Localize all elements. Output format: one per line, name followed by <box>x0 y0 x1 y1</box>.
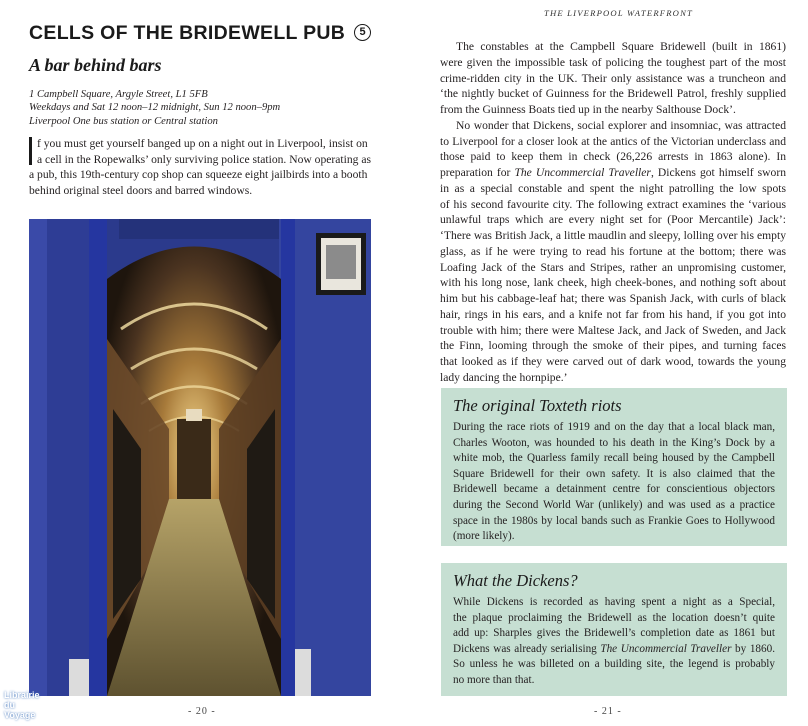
body-line: hair, rings in his ears, and a knife not far from his hand, if you got into <box>440 307 786 321</box>
body-line: ‘the nightly bucket of Guinness for the Bridewell Patrol, freshly supplied <box>440 87 786 101</box>
address-line: 1 Campbell Square, Argyle Street, L1 5FB <box>29 89 208 100</box>
box-line: Bridewell became a detainment centre for conscientious objectors <box>453 483 775 496</box>
page-subtitle: A bar behind bars <box>29 55 162 75</box>
running-head: THE LIVERPOOL WATERFRONT <box>544 8 693 18</box>
body-line: No wonder that Dickens, social explorer and insomniac, was attracted <box>456 118 786 132</box>
corridor-illustration <box>29 219 371 696</box>
transport-line: Liverpool One bus station or Central station <box>29 115 218 127</box>
intro-line: behind original steel doors and barred windows. <box>29 184 253 198</box>
body-line: of his second favourite city. The following extract examines the ‘various <box>440 197 786 211</box>
body-line: ‘There was British Jack, a little maudlin and sleepy, lolling over his empty <box>440 229 786 242</box>
body-line: that looked as if they were carved out of dark wood, towards the young <box>440 355 786 368</box>
body-line: Loafing Jack of the Stars and Stripes, rather an unpromising customer, <box>440 260 786 274</box>
page-title: CELLS OF THE BRIDEWELL PUB <box>29 22 346 44</box>
intro-line: f you must get yourself banged up on a night out in Liverpool, insist on <box>37 137 368 150</box>
box-line: the plaque proclaiming the Bridewell as the location doesn’t quite <box>453 611 775 624</box>
opening-hours-line: Weekdays and Sat 12 noon–12 midnight, Sun 12 noon–9pm <box>29 102 281 114</box>
body-line: glass, as if he were trying to read his fortune at the bottom; there was <box>440 244 786 258</box>
right-page <box>404 0 808 726</box>
box-line: Square Bridewell for their own safety. It is also claimed that the <box>453 467 775 480</box>
box-line: Dickens was already serialising The Uncommercial Traveller by 1860. <box>453 642 775 655</box>
sidebar-box-toxteth-riots <box>441 388 787 546</box>
box-line: Charles Wooton, was hounded to his death in the King’s Dock by a <box>453 436 775 449</box>
box-heading: The original Toxteth riots <box>453 396 622 415</box>
body-line: those paid to keep them in check (26,226 arrests in 1863 alone). In <box>440 150 786 164</box>
entry-number-badge: 5 <box>354 24 371 41</box>
watermark-logo-text: Librairie du Voyage <box>4 690 40 720</box>
body-line: The constables at the Campbell Square Bridewell (built in 1861) <box>456 40 786 53</box>
corridor-photo <box>29 219 371 696</box>
body-line: from the Guinness Boats tied up in the nearby Salthouse Dock’. <box>440 103 736 116</box>
main-body-text <box>440 39 786 386</box>
box-line: no more than that. <box>453 673 535 686</box>
watermark-logo <box>4 690 48 724</box>
page-number-right: - 21 - <box>594 706 622 717</box>
body-line: in as a special constable and spent the night patrolling the low spots <box>440 181 786 195</box>
sidebar-box-what-the-dickens <box>441 563 787 696</box>
box-line: during the Second World War (unlikely) and was used as a practice <box>453 498 775 511</box>
body-line: lady dancing the hornpipe.’ <box>440 370 568 384</box>
venue-info <box>29 88 280 128</box>
body-line: him but his cabbage-leaf hat; there was Spanish Jack, with curls of black <box>440 292 786 305</box>
body-line: to Liverpool for a closer look at the antics of the Victorian underclass and <box>440 134 786 148</box>
box-line: So unless he was billeted on a building site, the legend is probably <box>453 658 775 671</box>
body-line: preparation for The Uncommercial Traveller, Dickens got himself sworn <box>440 166 786 179</box>
body-line: the Finn, looming through the smoke of their pipes, and turning faces <box>440 339 786 353</box>
intro-line: a pub, this 19th-century cop shop can squeeze eight jailbirds into a booth <box>29 168 368 182</box>
box-line: (more likely). <box>453 530 515 543</box>
intro-line: a cell in the Ropewalks’ only surviving police station. Now operating as <box>37 152 371 166</box>
box-line: While Dickens is recorded as having spent a night as a Special, <box>453 596 775 608</box>
box-line: white mob, the Quarless family recall being housed by the Campbell <box>453 452 775 465</box>
box-heading: What the Dickens? <box>453 571 578 590</box>
box-line: space in the 1980s by local bands such as Frankie Goes to Hollywood <box>453 514 775 527</box>
page-number-left: - 20 - <box>188 706 216 717</box>
body-line: unlawful traps which are every night set for (Poor Mercantile) Jack’: <box>440 213 786 227</box>
intro-paragraph <box>29 136 374 199</box>
body-line: crime-ridden city in the UK. Their only assistance was a truncheon and <box>440 71 786 85</box>
box-line: During the race riots of 1919 and on the day that a local black man, <box>453 421 775 433</box>
body-line: were given the impossible task of policing the toughest part of the most <box>440 55 786 69</box>
box-line: add up: Sharples gives the Bridewell’s completion date as 1861 but <box>453 627 775 640</box>
body-line: trouble with him; there were Maltese Jack, and Jack of Sweden, and Jack <box>440 323 786 337</box>
body-line: with his long nose, lank cheek, high cheek-bones, and nothing soft about <box>440 276 786 290</box>
